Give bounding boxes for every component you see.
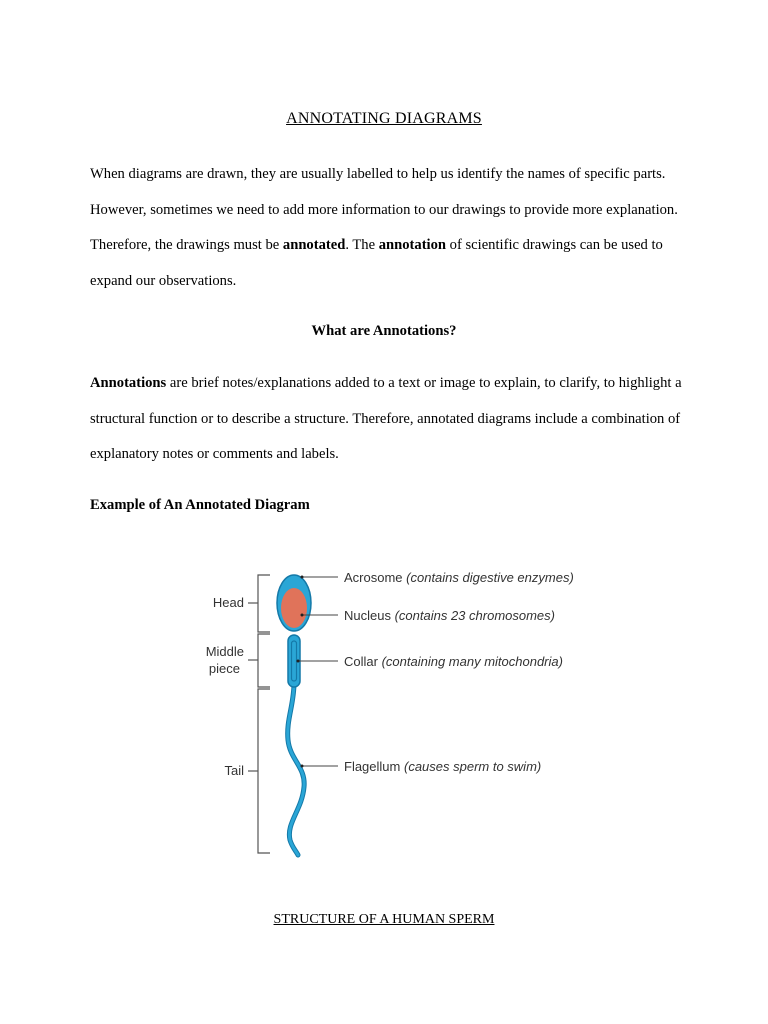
annotation-flagellum: Flagellum (causes sperm to swim) — [344, 759, 542, 774]
brackets — [248, 575, 270, 853]
section-heading: What are Annotations? — [311, 323, 457, 339]
intro-paragraph: When diagrams are drawn, they are usually labelled to help us identify the names of specific parts. However, sometimes we need to add more information to our drawings to provide more explanation. Therefore, the drawings must be annotated. The annotation of scientific drawings can be used to expand our observations. — [90, 166, 678, 289]
middle-bracket — [258, 634, 270, 687]
head-bracket — [258, 575, 270, 632]
annotation-collar: Collar (containing many mitochondria) — [344, 654, 563, 669]
annotation-acrosome: Acrosome (contains digestive enzymes) — [344, 570, 574, 585]
annotation-nucleus: Nucleus (contains 23 chromosomes) — [344, 608, 555, 623]
label-tail: Tail — [224, 763, 244, 778]
sperm-cell — [277, 575, 311, 855]
term-annotation: annotation — [378, 237, 447, 253]
diagram-caption: STRUCTURE OF A HUMAN SPERM — [273, 912, 495, 927]
term-annotated: annotated — [282, 237, 346, 253]
example-heading: Example of An Annotated Diagram — [90, 497, 310, 513]
tail-bracket — [258, 689, 270, 853]
nucleus-shape — [281, 588, 307, 628]
definition-paragraph: Annotations are brief notes/explanations added to a text or image to explain, to clarify, to highlight a structural function or to describe a structure. Therefore, annotated diagrams include a combination of explanatory notes or comments and labels. — [90, 375, 682, 462]
label-head: Head — [212, 595, 244, 610]
sperm-diagram — [190, 555, 580, 865]
term-annotations: Annotations — [90, 375, 167, 391]
label-piece: piece — [208, 661, 240, 676]
label-middle: Middle — [205, 644, 244, 659]
page-title: ANNOTATING DIAGRAMS — [286, 110, 482, 127]
